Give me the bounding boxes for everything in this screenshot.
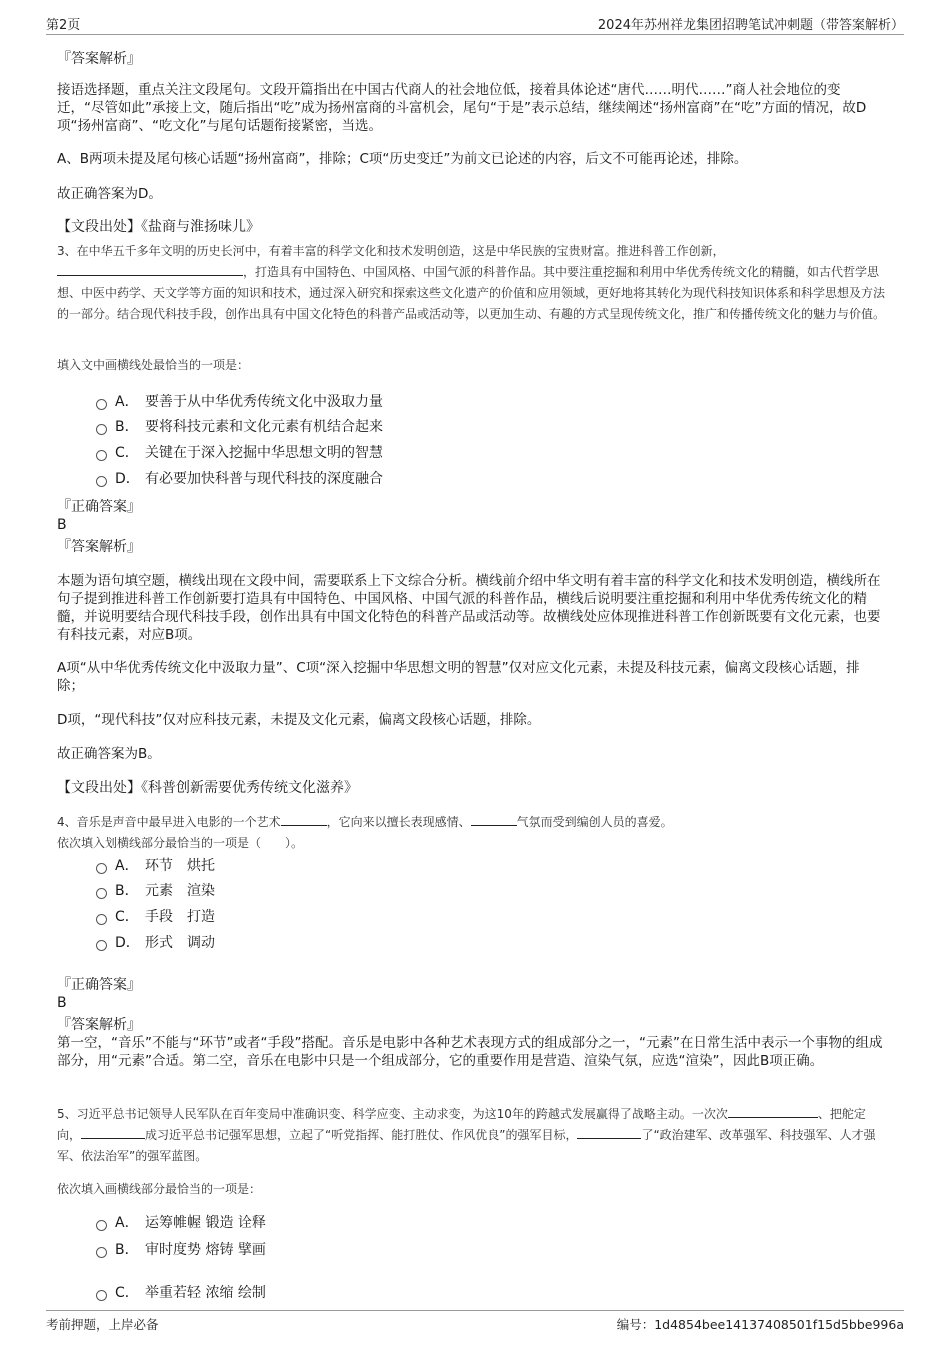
source-citation: 【文段出处】《盐商与淮扬味儿》 (57, 219, 260, 235)
question-prompt: 依次填入画横线部分最恰当的一项是： (57, 1182, 262, 1196)
option-text: 运筹帷幄 锻造 诠释 (145, 1215, 266, 1231)
fill-blank (281, 813, 327, 826)
option-letter: D． (115, 935, 140, 951)
radio-icon[interactable] (96, 399, 107, 410)
option-a[interactable] (96, 392, 383, 412)
radio-icon[interactable] (96, 476, 107, 487)
document-title: 2024年苏州祥龙集团招聘笔试冲刺题（带答案解析） (597, 18, 904, 33)
option-a[interactable] (96, 1213, 266, 1233)
question-stem-text: 、把舵定向， (57, 1107, 866, 1142)
analysis-label: 『答案解析』 (57, 51, 141, 67)
option-letter: B． (115, 1242, 139, 1258)
option-c[interactable] (96, 907, 215, 927)
question-stem-text: 成习近平总书记强军思想，立起了“听党指挥、能打胜仗、作风优良”的强军目标， (145, 1128, 578, 1142)
question-stem (57, 812, 885, 833)
option-text: 举重若轻 浓缩 绘制 (145, 1285, 266, 1301)
option-text: 审时度势 熔铸 擘画 (145, 1242, 266, 1258)
option-letter: C． (115, 909, 139, 925)
option-d[interactable] (96, 933, 215, 953)
radio-icon[interactable] (96, 450, 107, 461)
fill-blank (471, 813, 517, 826)
radio-icon[interactable] (96, 1290, 107, 1301)
question-stem-text: 3、在中华五千多年文明的历史长河中，有着丰富的科学文化和技术发明创造，这是中华民族的宝贵财富。推进科普工作创新， (57, 244, 725, 258)
footer-slogan: 考前押题，上岸必备 (46, 1317, 159, 1332)
question-stem-text: 5、习近平总书记领导人民军队在百年变局中准确识变、科学应变、主动求变，为这10年的跨越式发展赢得了战略主动。一次次 (57, 1107, 728, 1121)
question-stem (57, 1104, 885, 1167)
fill-blank (728, 1105, 818, 1118)
analysis-label: 『答案解析』 (57, 1017, 141, 1033)
radio-icon[interactable] (96, 1220, 107, 1231)
question-stem-text: 气氛而受到编创人员的喜爱。 (516, 815, 673, 829)
analysis-paragraph: 本题为语句填空题，横线出现在文段中间，需要联系上下文综合分析。横线前介绍中华文明有着丰富的科学文化和技术发明创造，横线所在句子提到推进科普工作创新要打造具有中国特色、中国风格、中国气派的科普作品，横线后说明要注重挖掘和利用中华优秀传统文化的精髓，并说明要结合现代科技手段，创作出具有中国文化特色的科普产品或活动等。故横线处应体现推进科普工作创新既要有文化元素，也要有科技元素，对应B项。 (57, 573, 881, 643)
source-citation: 【文段出处】《科普创新需要优秀传统文化滋养》 (57, 780, 358, 796)
fill-blank (577, 1126, 641, 1139)
question-stem-text: ，它向来以擅长表现感情、 (326, 815, 471, 829)
option-text: 要善于从中华优秀传统文化中汲取力量 (145, 394, 383, 410)
option-letter: D． (115, 471, 140, 487)
option-d[interactable] (96, 469, 383, 489)
option-text: 手段 打造 (145, 909, 215, 925)
correct-answer-label: 『正确答案』 (57, 499, 141, 515)
option-b[interactable] (96, 881, 215, 901)
option-text: 环节 烘托 (145, 858, 215, 874)
option-letter: A． (115, 1215, 139, 1231)
option-text: 形式 调动 (145, 935, 215, 951)
question-stem (57, 241, 885, 325)
option-letter: A． (115, 394, 139, 410)
analysis-paragraph: A、B两项未提及尾句核心话题“扬州富商”，排除；C项“历史变迁”为前文已论述的内容，后文不可能再论述，排除。 (57, 151, 748, 167)
option-b[interactable] (96, 1240, 266, 1260)
analysis-label: 『答案解析』 (57, 539, 141, 555)
option-b[interactable] (96, 417, 383, 437)
page-footer (46, 1310, 904, 1337)
option-letter: C． (115, 1285, 139, 1301)
radio-icon[interactable] (96, 424, 107, 435)
question-stem-text: 4、音乐是声音中最早进入电影的一个艺术 (57, 815, 281, 829)
radio-icon[interactable] (96, 888, 107, 899)
analysis-paragraph: D项，“现代科技”仅对应科技元素，未提及文化元素，偏离文段核心话题，排除。 (57, 712, 541, 728)
analysis-paragraph: A项“从中华优秀传统文化中汲取力量”、C项“深入挖掘中华思想文明的智慧”仅对应文化元素，未提及科技元素，偏离文段核心话题，排除； (57, 660, 860, 694)
option-text: 关键在于深入挖掘中华思想文明的智慧 (145, 445, 383, 461)
option-letter: C． (115, 445, 139, 461)
analysis-paragraph: 故正确答案为B。 (57, 746, 161, 762)
analysis-paragraph: 接语选择题，重点关注文段尾句。文段开篇指出在中国古代商人的社会地位低，接着具体论述“唐代……明代……”商人社会地位的变迁，“尽管如此”承接上文，随后指出“吃”成为扬州富商的斗富机会，尾句“于是”表示总结，继续阐述“扬州富商”在“吃”方面的情况，故D项“扬州富商”、“吃文化”与尾句话题衔接紧密，当选。 (57, 82, 867, 134)
question-prompt: 依次填入划横线部分最恰当的一项是（ ）。 (57, 836, 304, 850)
fill-blank (57, 263, 243, 276)
option-a[interactable] (96, 856, 215, 876)
option-c[interactable] (96, 1283, 266, 1303)
analysis-paragraph: 第一空，“音乐”不能与“环节”或者“手段”搭配。音乐是电影中各种艺术表现方式的组成部分之一，“元素”在日常生活中表示一个事物的组成部分，用“元素”合适。第二空，音乐在电影中只是一个组成部分，它的重要作用是营造、渲染气氛，应选“渲染”，因此B项正确。 (57, 1035, 883, 1069)
option-text: 有必要加快科普与现代科技的深度融合 (145, 471, 383, 487)
analysis-paragraph: 故正确答案为D。 (57, 186, 162, 202)
option-c[interactable] (96, 443, 383, 463)
correct-answer: B (57, 517, 67, 533)
option-text: 要将科技元素和文化元素有机结合起来 (145, 419, 383, 435)
correct-answer-label: 『正确答案』 (57, 977, 141, 993)
option-letter: A． (115, 858, 139, 874)
option-letter: B． (115, 883, 139, 899)
option-text: 元素 渲染 (145, 883, 215, 899)
document-code: 编号：1d4854bee14137408501f15d5bbe996a (616, 1317, 904, 1332)
radio-icon[interactable] (96, 1247, 107, 1258)
page-header (46, 8, 904, 35)
question-prompt: 填入文中画横线处最恰当的一项是： (57, 358, 250, 372)
question-stem-text: ，打造具有中国特色、中国风格、中国气派的科普作品。其中要注重挖掘和利用中华优秀传统文化的精髓，如古代哲学思想、中医中药学、天文学等方面的知识和技术，通过深入研究和探索这些文化遗产的价值和应用领域，更好地将其转化为现代科技知识体系和科学思想及方法的一部分。结合现代科技手段，创作出具有中国文化特色的科普产品或活动等，以更加生动、有趣的方式呈现传统文化，推广和传播传统文化的魅力与价值。 (57, 265, 886, 321)
fill-blank (81, 1126, 145, 1139)
radio-icon[interactable] (96, 863, 107, 874)
radio-icon[interactable] (96, 940, 107, 951)
question-stem-text: 了“政治建军、改革强军、科技强军、人才强军、依法治军”的强军蓝图。 (57, 1128, 876, 1163)
radio-icon[interactable] (96, 914, 107, 925)
correct-answer: B (57, 995, 67, 1011)
page-number: 第2页 (46, 18, 81, 33)
option-letter: B． (115, 419, 139, 435)
